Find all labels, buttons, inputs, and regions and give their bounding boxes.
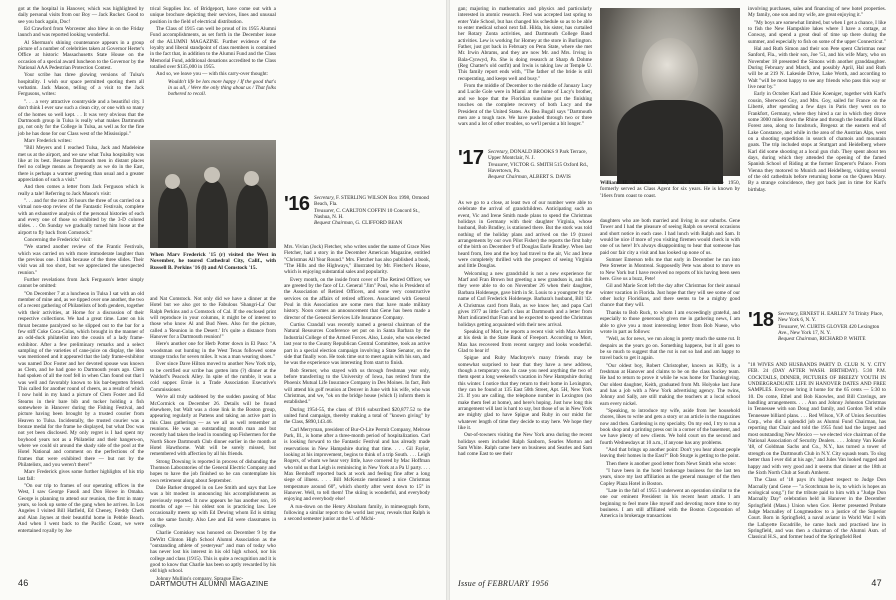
- issue-label: Issue of FEBRUARY 1956: [458, 579, 549, 588]
- paragraph: Carl Merryman, president of Bur-O-Lite Permit Company, Melrose Park, Ill., is home after a three-month period of hospitalization. Carl is looking forward to the Fantastic Festival and has already made reservations in New Hampshire during that time. . . . Gil Faylor, looking at his improvement, begins to think of a trip South. . . . Leigh Rogers, of whom we hear very little, have cornered by Mac Hoffman who told us that Leigh is reminiscing in New York at a Pa U party. . . . Max Bernhoff reported back at work and feeling fine after a long siege of illness. . . . Bill McKenzie mentioned a nice Christmas temperature around 60°, which shortly after went down to 15° in Hanover. Well, to tell them! The skiing is wonderful, and everybody enjoying and everybody else!: [284, 426, 430, 503]
- paragraph: trical Supplies Inc. of Bridgeport, have come out with a unique brochure depicting their services, lines and unusual position in the field of electrical distribution.: [150, 6, 276, 25]
- paragraph: A run-down on the Henry Abraham family, in mimeograph form, following a similar report to the world last year, reveals that Ralph is a second semester junior at the U. of Michi-: [284, 503, 430, 523]
- paragraph: Charlie Comiskey was honored on December 9 by the DeWitt Clinton High School Alumni Association as the "outstanding athlete of yesteryear" and man of today who has never lost his interest in his old high school, nor his college and class (1915). This is quite a recognition and it is good to know that Charlie has been so aptly rewarded by his old high school.: [150, 530, 276, 575]
- paragraph: daughters who are both married and living in our suburbs. Gene Tower and I had the pleasure of seeing Ralph on several occasions and short notice in each case. I had lunch with Ralph and Sam. It would be nice if more of you visiting firemen would check in with one of us here! It's always disappointing to hear that someone has paid our fair city a visit and has looked up none of us.: [600, 218, 740, 256]
- class-officers: Secretary, F. STERLING WILSON Box 1998, Ormond Beach, Fla. Treasurer, C. CARLTON COFFIN 10 Concord St., Nashua, N. H. Bequest Chairman, G. CLIFFORD BEAN: [314, 195, 430, 227]
- paragraph: "I have been in the hotel brokerage business for the last ten years, since my last affiliation as the general manager of the then Copley Plaza Hotel in Boston.: [600, 468, 740, 487]
- left-column-3: [284, 244, 430, 566]
- paragraph: ". . . and for the next 36 hours the three of us carried on a virtual non-stop review of the Fantastic Festivals, complete with an exhaustive analysis of the personal histories of each and every one of those so exhibited by the 3-D colored slides. . . On Sunday we gradually turned him loose at the airport to fly back from Comstock.": [18, 197, 144, 236]
- paragraph: Ed Crawford from Worcester also blew in on the Friday launch and was reported looking wonderful.: [18, 26, 144, 39]
- right-column-2: [600, 218, 740, 566]
- paragraph: "Well, as for news, we run along in pretty much the same rut. It despairs as the years go on. Something happens, but it all goes to be so much to suggest that the rut is not so bad and am happy to travel back to get it again.: [600, 336, 740, 362]
- page-number-right: 47: [871, 578, 882, 588]
- paragraph: involving purchases, sales and financing of new hotel properties. My family, one son and my wife, are great enjoying it.": [748, 6, 886, 19]
- right-page: [450, 0, 896, 600]
- paragraph: And then comes a letter from Jack Ferguson which is really a tale! Referring to Jack Mason's visit:: [18, 184, 144, 197]
- class-officers: Secretary, DONALD BROOKS 9 Park Terrace, Upper Montclair, N. J. Treasurer, VICTOR G. SMITH 515 Oxford Rd., Havertown, Pa. Bequest Chairman, ALBERT S. DAVIS: [488, 149, 589, 181]
- paragraph: "We started another review of the Frantic Festivals, which was carried on with more immoderate laughter than the previous one. I think because of the three slides. Their visit was all too short, but we appreciated the unexpected reunion.": [18, 244, 144, 276]
- paragraph: Concerning the Fredericks' visit:: [24, 237, 92, 244]
- paragraph: Welcoming a new grandchild is not a new experience for Marf and Fran Brown but greeting a new grandson is, and this they were able to do on November 26 when their daughter, Barbara Holdenege, gave birth in St. Louis to a youngster by the name of Carl Frederick Holdenege. Barbara's husband, Bill '42. A Christmas card from Bala, as we know her, and papa Carl gives 1977 as little Carl's class at Dartmouth and a letter from Mort indicated that Fran and he expected to spend the Christmas holidays getting acquainted with their new arrival.: [458, 270, 592, 328]
- class-1916-header: [284, 194, 430, 238]
- class-year: '16: [284, 193, 310, 215]
- paragraph: During 1954-55, the class of 1916 subscribed $20,877.52 to the united fund campaign, thereby making a total of "known giving" by the Class, $890,143.46.: [284, 406, 430, 426]
- portrait-photo: [600, 8, 740, 176]
- portrait-caption: William H. McKenzie '16, Class President since 1950, formerly served as Class Agent for six years. He is known by '16ers from coast to coast.: [600, 180, 741, 199]
- class-year: '17: [458, 147, 484, 169]
- group-photo: [150, 140, 276, 248]
- class-1917-header: [458, 148, 592, 194]
- paragraph: Spigue and Ruby MacIntyre's many friends may be somewhat surprised to hear that they have a new address, though a temporary one. In case you need anything the two of them spent a long weekend's vacation in New Hampshire during this winter. I notice that they return to their home in Lexington, they can be found at 135 East 50th Street, Apt. 5H, New York 21. If you are calling, the telephone number in Lexington (no make them feel at home), and here's hoping. Just how long this arrangement will last is hard to say, but those of us in New York are mighty glad to have Spigue and Ruby in our midst for whatever length of time they decide to stay here. We hope they like it.: [458, 355, 592, 432]
- paragraph: got at the hospital in Hanover, which was highlighted by daily personal visits from our Boy — Jack Rucker. Good to see you back again, Doc!: [18, 6, 144, 25]
- paragraph: "My boys are somewhat limited, but when I get a chance, I like to fish the New Hampshire lakes where I have a cottage, at Conway, and spend a great deal of time up there during the summer, and especially to fish on some of the upper Connecticut.": [748, 19, 886, 45]
- left-page: [0, 0, 446, 600]
- paragraph: Strong Downing is reported in process of disbanding the Thomson Laboratories of the General Electric Company and hopes to have the job finished so he can contemplate his own retirement along about September.: [150, 458, 276, 484]
- paragraph: "On December 7 at a luncheon in Tulsa I sat with an old member of mine and, as we tipped over one another, the two of a recent gathering of Philatelists of both genders, together with their activities, at Horne for a discussion of their respective collections. We had a great time. Later on his throat became paralyzed so he slipped out to the bar for a few stiff Coke Coca-Colas, which brought in the manner of an odd-duck philatelist into the cousin of a lady frame-exhibitor. After a few preliminary remarks and a select sampling of the varieties of cane-juice on display, the idea was mentioned and it appeared that the lady frame-exhibitor was named Doc Foster and her devoted spouse was known as Clem, and he had gone to Dartmouth years ago. Clem had spoken of all the roof fell in when Clan found out that I was well and favorably known to his bar-begotten friend. This called for another round of cheers, as a result of which I now hold in my hand a picture of Clem Foster and Ed Stearns in their bare bib and tucker holding a fish somewhere in Hanover during the Fishing Festival, and picture having been brought by a trusted courier from Heaven to Tulsa. Incidentally, the trusted courier was a bronze medal for the frame he displayed, but what Doc was not yet been disclosed. My only regret is I had spent my boyhood years not as a Philatelist and their hangers-on, where we could sit around the shady side of the pool at the Hotel National and comment on the perfections of the frames that were exhibited there — but not by the Philatelists, and you weren't there!": [18, 290, 144, 469]
- paragraph: Bob Sterner, who stayed with us through freshman year only, before transferring to the University of Iowa, has retired from the Phoenix Mutual Life Insurance Company in Des Moines. In fact, Bob will attend his golf reunion at Denver in June with his wife, who was Christmas, and we, "ok on the bridge house (which I) inform them is established.": [284, 367, 430, 406]
- paragraph: Dale Barker dropped in on Lee Smith and says that Lee was a bit modest in announcing his accomplishments as previously reported. It now appears he has another son, 16 months of age — his oldest son is practicing law. Lee occasionally meets up with Ed Dewing whom Ed is sitting on the same faculty. Also Lee and Ed were classmates in college.: [150, 484, 276, 530]
- paragraph: Johnny Mullins's company, Sprague Elec-: [156, 575, 244, 582]
- page-number-left: 46: [18, 578, 29, 588]
- left-column-2-bottom: [150, 296, 276, 582]
- paragraph: and Nat Comstock. Not only did we have a dinner at the Hotel but we also got to the Fabulous 'Shangri-La' Our Ralph Perkins and a Comstock of Cal. If the enclosed print will reproduce in your columns, it might be of interest to those who know Al and Bud Nees. Also for the picture, called a 'Reunion in the Desert.' It's quite a distance from Hanover for a Dartmouth reunion!": [150, 296, 276, 341]
- paragraph: Curtiss Crandall was recently named a general chairman of the Natural Resources Conference set put on in Santa Barbara by the Industrial College of the Armed Forces. Also, Louie, who was elected last year to the County Republican Central Committee, took an active part in a special election campaign involving a State Senator, on the side that finally won. He took time out to meet again with his son, and he was the experience was interesting from start to finish.: [284, 322, 430, 367]
- paragraph: From the middle of December to the middle of January Lucy and Lucile Gole were in Miami at the home of Lucy's brother, and we hope that the Floridian sunshine put the finishing touches on the complete recovery of both Lucy and the President of the United States. As Bea Bugall says "Dartmouth men are a tough race. We have pushed through two or three wars and a lot of other troubles, so we'll persist a bit longer.": [458, 83, 592, 128]
- paragraph: gan; majoring in mathematics and physics and particularly interested in atomic research. Fred was accepted last spring to enter Yale School, but has changed his schedule so as to be able to enter medical school next fall. Hilda, his sister, has curtailed her Rotary Zonta activities, and Dartmouth College Band activities. Lew is working for Homey at the store in Burlington. Father, just got back in February on Penn State, where she met Mr. Irwin Abrams, and they are now Mr. and Mrs. Irving in Bala-Cynwyd, Pa. She is doing research at Sharp & Dohme (Reg Chatter's old outfit) and Irwin is taking law at Temple U. This family report ends with, "The father of the bride is still recuperating, and keeps well and busy.": [458, 6, 592, 82]
- paragraph: Your scribe has three glowing versions of Tulsa's hospitality. I wish our space permitted quoting them all verbatim. Jack Mason, telling of a visit to the Jack Fergusons, writes:: [18, 72, 144, 98]
- paragraph: Ever since Dave Hilton moved to another New York trip, to be certified our scribe has gotten into (?) dinner at the Waldorf's Peacock Alley. In spite of the rumble, it was a cold supper. Ernie is a Trade Association Executive's Commissioner.: [150, 361, 276, 393]
- paragraph: The Class of 1915 can well be proud of its 1955 Alumni Fund accomplishments, as set forth in the December issue of the ALUMNI MAGAZINE. Further evidence of the loyalty and liberal standpoint of class members is contained in the fact that, in addition to the Alumni Fund and the Class Memorial Fund, additional donations accredited to the Class totalled over $135,000 in 1955.: [150, 26, 276, 71]
- paragraph: The Class of '18 pays it's highest respect to Judge Don Macnally (and Gene — "a Scotchman he is, to which is hopes an ecological song.") for the tribute paid to him with a "Judge Don Macnally Day" celebration held in Hanover in the December Springfield (Mass.) Union when Gov. Herter presented Probate Judge Macnalley of Longmeadow to a justice of the Superior Court. Born in Springfield, a naval aviator in World War I with the Lafayette Escadrille, he came back and practised law in Springfield, and was then a chairman of the Alumni Asm. of Classical H.S., and former head of the Springfield Red: [748, 477, 886, 541]
- paragraph: "On our trip to frames of our operating offices in the West, I saw George Fasoli and Don Howe in Omaha. George is planning to attend our reunion, the first in many years, so look up some of the gang when he arrives. In Los Angeles I visited Bill Hatfield, Ed Cheney, Freddy Cheth and Alan Jaynes at their beautiful home in Pebble Beach. And when I went back to the Pacific Coast, we were entertained royally by Joe: [18, 483, 144, 534]
- paragraph: Marv Frederick writes:: [24, 137, 72, 144]
- paragraph: Then there is another good letter from Newt Smith who wrote:: [606, 460, 736, 467]
- paragraph: "Speaking, to introduce my wife, aside from her household chores, likes to write and gets a story or an article in the magazines now and then. Gardening is my specialty. On my end, I try to run a book shop and a printing press out in a corner of the basement, and we have plenty of new clients. We hold court on the second and fourth Wednesdays at 10 a.m., if anyone has any problems.: [600, 407, 740, 446]
- photo-caption: When Marv Frederick '15 (r) visited the West in November, he toured Cathedral City, Calif., with Russell B. Perkins '16 (l) and Al Comstock '15.: [150, 252, 276, 271]
- paragraph: Speaking of Mort, he reports a recent visit with Max Antrim at his desk in the State Bank of Freeport. According to Mort, Max has recovered from recent surgery and looks wonderful. Glad to hear it!: [458, 328, 592, 354]
- paragraph: Sumner Emerson tells me that early in December he ran into Pete Streeter in Montreal. Supposedly Pete was about to move on to New York but I have received no reports of his having been seen here. Give us a buzz, Pete!: [600, 257, 740, 283]
- paragraph: As we go to a close, at least two of our number were able to celebrate the arrival of grandchildren. Anticipating such an event, Vic and Irene Smith made plans to spend the Christmas holidays in Germany with their daughter Virginia, whose husband, Bob Bradley, is stationed there. But the stork was told nothing of the holiday plans and arrived on the 19 (travel arrangements by our own Pilot Fisher) the reports the first baby of the birth on December 9 of Douglas Earle Bradley. When last heard from, Ireo and the boy had travel to the air, Vic and Irene were completely thrilled with the prospect of seeing Virginia and little Douglas.: [458, 200, 592, 270]
- paragraph: We're all truly saddened by the sudden passing of Mac McCormick on December 26. Details will be found elsewhere, but Walt was a close link in the Boston group, appearing regularly at Pattens and taking an active part in this Class gatherings — as we all as well remember at reunions. He was an outstanding mouth man and but recently had taken the lead in rounding up Fishermen for the North Shore Dartmouth Club dinner earlier in the month at Hotel Hawthorne. Walt will be sorely missed, but remembered with affection by all his friends.: [150, 394, 276, 458]
- paragraph: "Late in the fall of 1955 I underwent an operation similar to the one our eminent President in his recent heart attack. I am beginning to feel more like myself and devoting more time to my business. I am still affiliated with the Boston Corporation of America in brokerage transactions: [600, 488, 740, 520]
- class-year: '18: [748, 309, 774, 331]
- paragraph: Out-of-towners visiting the New York area during the recent holidays seem included Ralph Sanborn, Searles Morton and Sam White. Ralph came here on business and Searles and Sam had come East to see their: [458, 432, 592, 458]
- paragraph: Hal and Ruth Simon and their son Pete spent Christmas near Sanford, Fla., with their son, Joe '51, and his wife Mary, who on November 18 presented the Simons with another granddaughter. During February and March, and possibly April, Hal and Ruth will be at 219 N. Lakeside Drive, Lake Worth, and according to Walt "will be most happy to see any friends who pass this way or live near by.": [748, 46, 886, 91]
- paragraph: Thanks to Bob Ruck, to whom I am exceedingly grateful, and especially to those generously given me in gathering news, I am able to give you a most interesting letter from Bob Nuese, who wrote in part as follows:: [600, 309, 740, 335]
- paragraph: Al Sherman's shining countenance appears in a group picture of a number of celebrities taken at Governor Herter's Office at historic Massachusetts State House on the occasion of a special award luncheon to the Governor by the National AAA Pedestrian Protection Contest.: [18, 39, 144, 72]
- left-column-2-top: [150, 6, 276, 138]
- paragraph: Mrs. Vivian (Jock) Fletcher, who writes under the name of Grace Nies Fletcher, had a story in the December American Magazine, entitled "Christmas All Year Round." Mrs. Fletcher has also published a book, "The Hills and the Highways," illustrated by Mr. Fletcher's House, which is enjoying substantial sales and popularity.: [284, 244, 430, 276]
- paragraph: "Bill Meyers and I reached Tulsa, Jack and Madeleine met us at the airport, and we saw what Tulsa hospitality was like at its best. Because Dartmouth men in distant places feel no college means as frequently as we do in the East, there is perhaps a warmer greeting than usual and a greater appreciation of such a visit.": [18, 145, 144, 183]
- paragraph: "And that brings up another point: Don't you hear about people leaving their homes in the East?" Bob Sturge is getting to the point.: [600, 447, 740, 460]
- paragraph: ". . . a very attractive countryside and a beautiful city. I don't think I ever saw such a clean city, or one with so many of the homes so well kept. . . It was very obvious that the Dartmouth group in Tulsa is really what makes Dartmouth go, not only for the College in Tulsa, as well as for the fine job he has done for our Class west of the Mississippi.": [18, 98, 144, 137]
- class-1918-header: [748, 310, 886, 356]
- magazine-title: DARTMOUTH ALUMNI MAGAZINE: [150, 581, 269, 588]
- paragraph: Further revelations from Jack Ferguson's letter simply cannot be omitted:: [18, 277, 144, 290]
- paragraph: Early in October Karl and Elsie Koeniger, together with Karl's cousin, Sherwood Goy, and Mrs. Goy, sailed for France on the Liberté, after spending a few days in Paris they went on to Frankfort, Germany, where they hired a car in which they drove some 3000 miles down the Rhine and through the beautiful Black Forest area, along to Innsbruck, Bregenz at the eastern end of Lake Constance, and while in the area of the Austrian Alps, went on a shooting expedition in search of chamois and mountain goats. The trip included stops at Stuttgart and Heidelberg where Karl did some shooting at a local gun club. They spent about ten days, during which they attended the opening of the famed Spanish School of Riding at the former Emperor's Palace. From Vienna they motored to Munich and Heidelberg, visiting several of the old cathedrals before returning home on the Queen Mary. By a strange coincidence, they got back just in time for Karl's birthday.: [748, 91, 886, 193]
- right-column-3-bottom: [748, 362, 886, 566]
- right-column-3-top: [748, 6, 886, 306]
- paragraph: Here's another one for Herb Potter down in El Paso: "A woodsman out hunting in the West Texas followed some strange tracks for seven miles. It was a man wearing shoes.": [150, 341, 276, 361]
- paragraph: "18 WIVES AND HUSBANDS PARTY D. CLUB N. Y. CITY FEB. 24 (DAY AFTER WASH. BIRTHDAY). 5:30 P.M. COCKTAILS, DINNER, PICTURES OF BREEZY YOUTH IN UNDERGRADUATE LIFE IN HANOVER DATES AND FREE SAMPLES. Everyone bring it home for the 65 cents — 5:30 to 10. Do come, Ethel and Bob Knowles, and Bill Cravings, are handling arrangements. . . . Ann and Johnny Johnston Christmas in Tennessee with son Doug and family, and Gordon Tell while Tennessee billiard plans. . . . Red Wilson, V.P. of Union Securities Corp., who did a splendid job as Alumni Fund Chairman, has reporting that Chair and told the 1955 fund had the largest and most outstanding New Mexico — we elected vice chairman of the National Association of Security Dealers. . . . Johnny Van Kealie '48, of Goldman Sachs and Co., N.Y., has turned a tower of strength on the Dartmouth Club in N.Y. City squash team. To slog better than I ever did at his age," and Jules Van looked rugged and happy and with very good and it seems that dinner at the 18th at the Sixth North Club at South Amherst.: [748, 362, 886, 476]
- right-column-1-top: [458, 6, 592, 134]
- paragraph: Gil and Marie Scott left the day after Christmas for their annual winter vacation in Florida. Just hope that they will see some of our other lucky Floridians, and there seems to be a mighty good chance that they will.: [600, 283, 740, 309]
- verse: Wouldn't life be lots more happy / If the good that's in us all, / Were the only thing about us / That folks bothered to recall.: [168, 78, 276, 98]
- right-column-1-bottom: [458, 200, 592, 566]
- paragraph: Marv Frederick gives some further highlights of his trip last fall:: [18, 469, 144, 482]
- class-officers: Secretary, ERNEST H. EARLEY 74 Trinity Place, New York 6, N. Y. Treasurer, W. CURTIS GLOVER 420 Lexington Ave., New York 17, N. Y. Bequest Chairman, RICHARD P. WHITE: [778, 311, 884, 343]
- paragraph: Every month, on the inside front cover of The Retired Officer, we are greeted by the face of Lt. General "Jim" Poul, who is President of the Association of Retired Officers, and some very constructive services on the affairs of retired officers. Associated with General Poul in this Association are some men that have made military history. Noon comes an announcement that Gene has been made a director of the General Services Life Insurance Company.: [284, 276, 430, 321]
- left-column-1: [18, 6, 144, 568]
- paragraph: "Our oldest boy, Robert Christopher, known as Kiffy, is a freshman at Hanover and claims to be on the class hockey team. He had to return to prove it while he was home for Thanksgiving. Our oldest daughter, Keith, graduated from Mt. Holyoke last June and has a job with a New York advertising agency. The twins, Johnny and Sally, are still making the teachers at a local school earn every nickel.: [600, 362, 740, 407]
- paragraph: And so, we leave you — with this carry-over thought:: [156, 71, 269, 78]
